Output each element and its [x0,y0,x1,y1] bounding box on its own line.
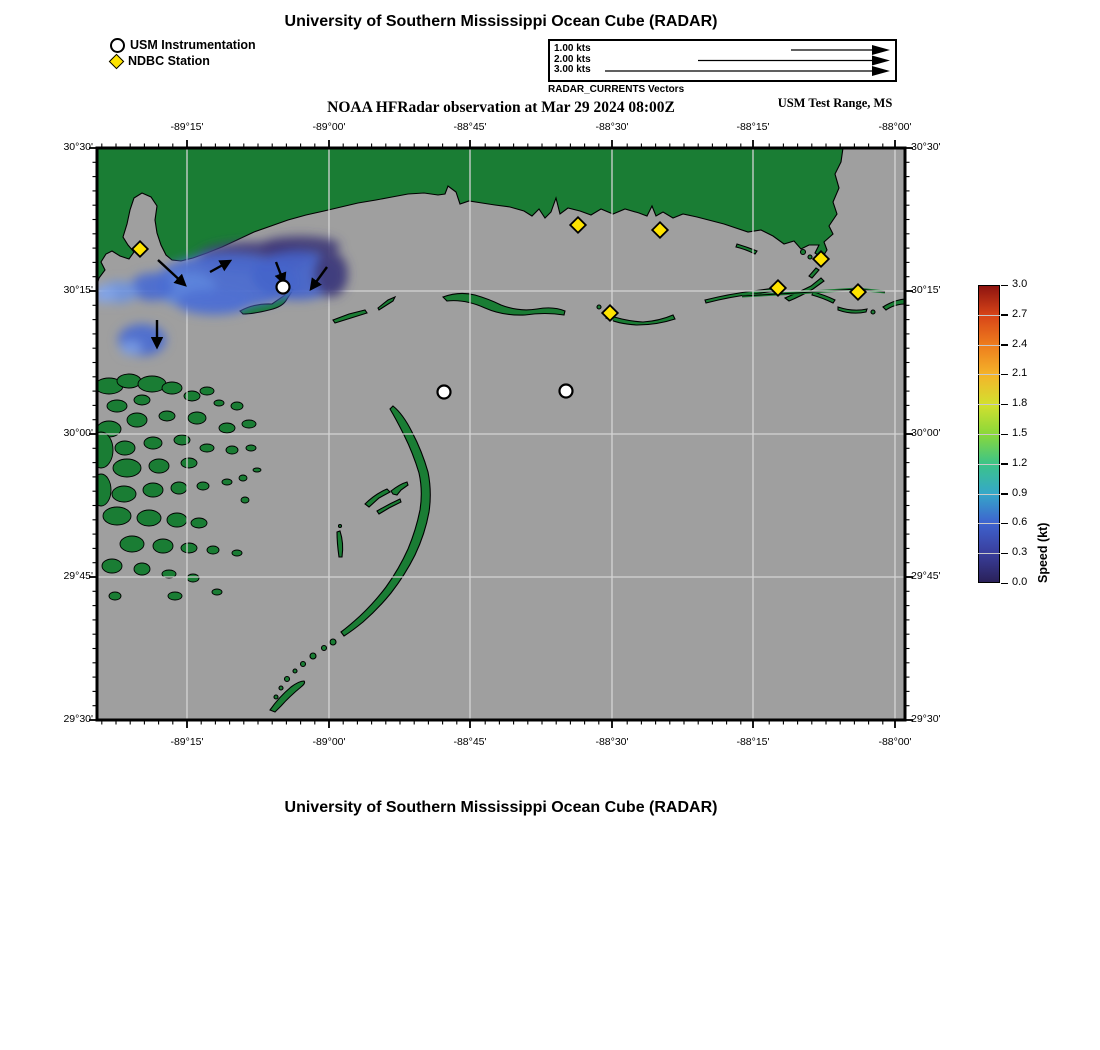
lon-tick-label-top: -88°00' [878,121,912,133]
colorbar-tick-label: 1.5 [1012,427,1028,439]
legend-ndbc-label: NDBC Station [128,54,210,68]
lon-tick-label-bottom: -88°00' [878,736,912,748]
lat-tick-label-right: 29°45' [911,570,941,582]
colorbar-gridline [978,494,1000,495]
colorbar-tick [1001,434,1008,436]
lon-tick-label-bottom: -88°15' [736,736,770,748]
colorbar-tick [1001,404,1008,406]
colorbar-tick [1001,374,1008,376]
colorbar-tick [1001,314,1008,316]
lon-tick-label-top: -89°15' [170,121,204,133]
legend-usm-label: USM Instrumentation [130,38,256,52]
lat-tick-label-right: 30°15' [911,284,941,296]
colorbar-tick-label: 0.6 [1012,516,1028,529]
colorbar-tick [1001,583,1008,585]
lat-tick-label-left: 29°30' [63,713,93,725]
colorbar-gridline [978,523,1000,524]
lon-tick-label-top: -88°15' [736,121,770,133]
lon-tick-label-top: -89°00' [312,121,346,133]
lat-tick-label-right: 30°30' [911,141,941,153]
colorbar-tick-label: 2.7 [1012,307,1028,320]
colorbar-tick [1001,553,1008,555]
colorbar-tick [1001,344,1008,346]
lon-tick-label-top: -88°30' [595,121,629,133]
colorbar-tick [1001,523,1008,525]
colorbar-tick-label: 0.3 [1012,546,1028,559]
usm-instrument-marker [277,281,290,294]
colorbar-tick-label: 2.4 [1012,337,1028,350]
colorbar-tick-label: 0.0 [1012,576,1028,588]
colorbar-tick-label: 2.1 [1012,367,1028,380]
region-label: USM Test Range, MS [777,96,893,110]
lat-tick-label-right: 29°30' [911,713,941,725]
map-plot [97,148,905,720]
lon-tick-label-bottom: -88°45' [453,736,487,748]
legend-row-ndbc [110,53,256,69]
colorbar-gridline [978,345,1000,346]
marker-legend [110,37,256,69]
lon-tick-label-top: -88°45' [453,121,487,133]
scale-arrowhead-1 [872,45,890,55]
colorbar-gridline [978,553,1000,554]
usm-instrument-marker [560,385,573,398]
observation-subtitle: NOAA HFRadar observation at Mar 29 2024 08:00Z [327,99,675,116]
legend-row-usm [110,37,256,53]
scale-entry-2: 2.00 kts [554,53,591,65]
scale-entry-3: 3.00 kts [554,64,591,75]
colorbar-gridline [978,374,1000,375]
colorbar-tick [1001,285,1008,287]
colorbar-gridline [978,315,1000,316]
scale-caption: RADAR_CURRENTS Vectors [548,84,685,95]
colorbar-tick-label: 1.2 [1012,456,1028,469]
colorbar-tick-label: 1.8 [1012,397,1028,410]
scale-arrows [550,41,894,79]
page-title: University of Southern Mississippi Ocean Cube (RADAR) [284,13,718,30]
colorbar-tick-label: 0.9 [1012,486,1028,499]
scale-arrowhead-2 [872,56,890,66]
lat-tick-label-left: 30°30' [63,141,93,153]
colorbar-gridline [978,464,1000,465]
vector-scale-box [548,39,897,82]
ndbc-diamond-icon [109,53,125,69]
usm-instrument-marker [438,386,451,399]
lon-tick-label-bottom: -88°30' [595,736,629,748]
lat-tick-label-left: 30°00' [63,427,93,439]
colorbar-tick-label: 3.0 [1012,278,1028,290]
colorbar-tick [1001,463,1008,465]
lat-tick-label-right: 30°00' [911,427,941,439]
usm-circle-icon [110,38,125,53]
colorbar-gridline [978,404,1000,405]
scale-entry-1: 1.00 kts [554,43,591,54]
lon-tick-label-bottom: -89°15' [170,736,204,748]
colorbar-gridline [978,434,1000,435]
lat-tick-label-left: 29°45' [63,570,93,582]
scale-arrowhead-3 [872,66,890,76]
lat-tick-label-left: 30°15' [63,284,93,296]
colorbar-tick [1001,493,1008,495]
colorbar-axis-label: Speed (kt) [1036,522,1050,583]
lon-tick-label-bottom: -89°00' [312,736,346,748]
footer-title: University of Southern Mississippi Ocean Cube (RADAR) [284,799,718,816]
